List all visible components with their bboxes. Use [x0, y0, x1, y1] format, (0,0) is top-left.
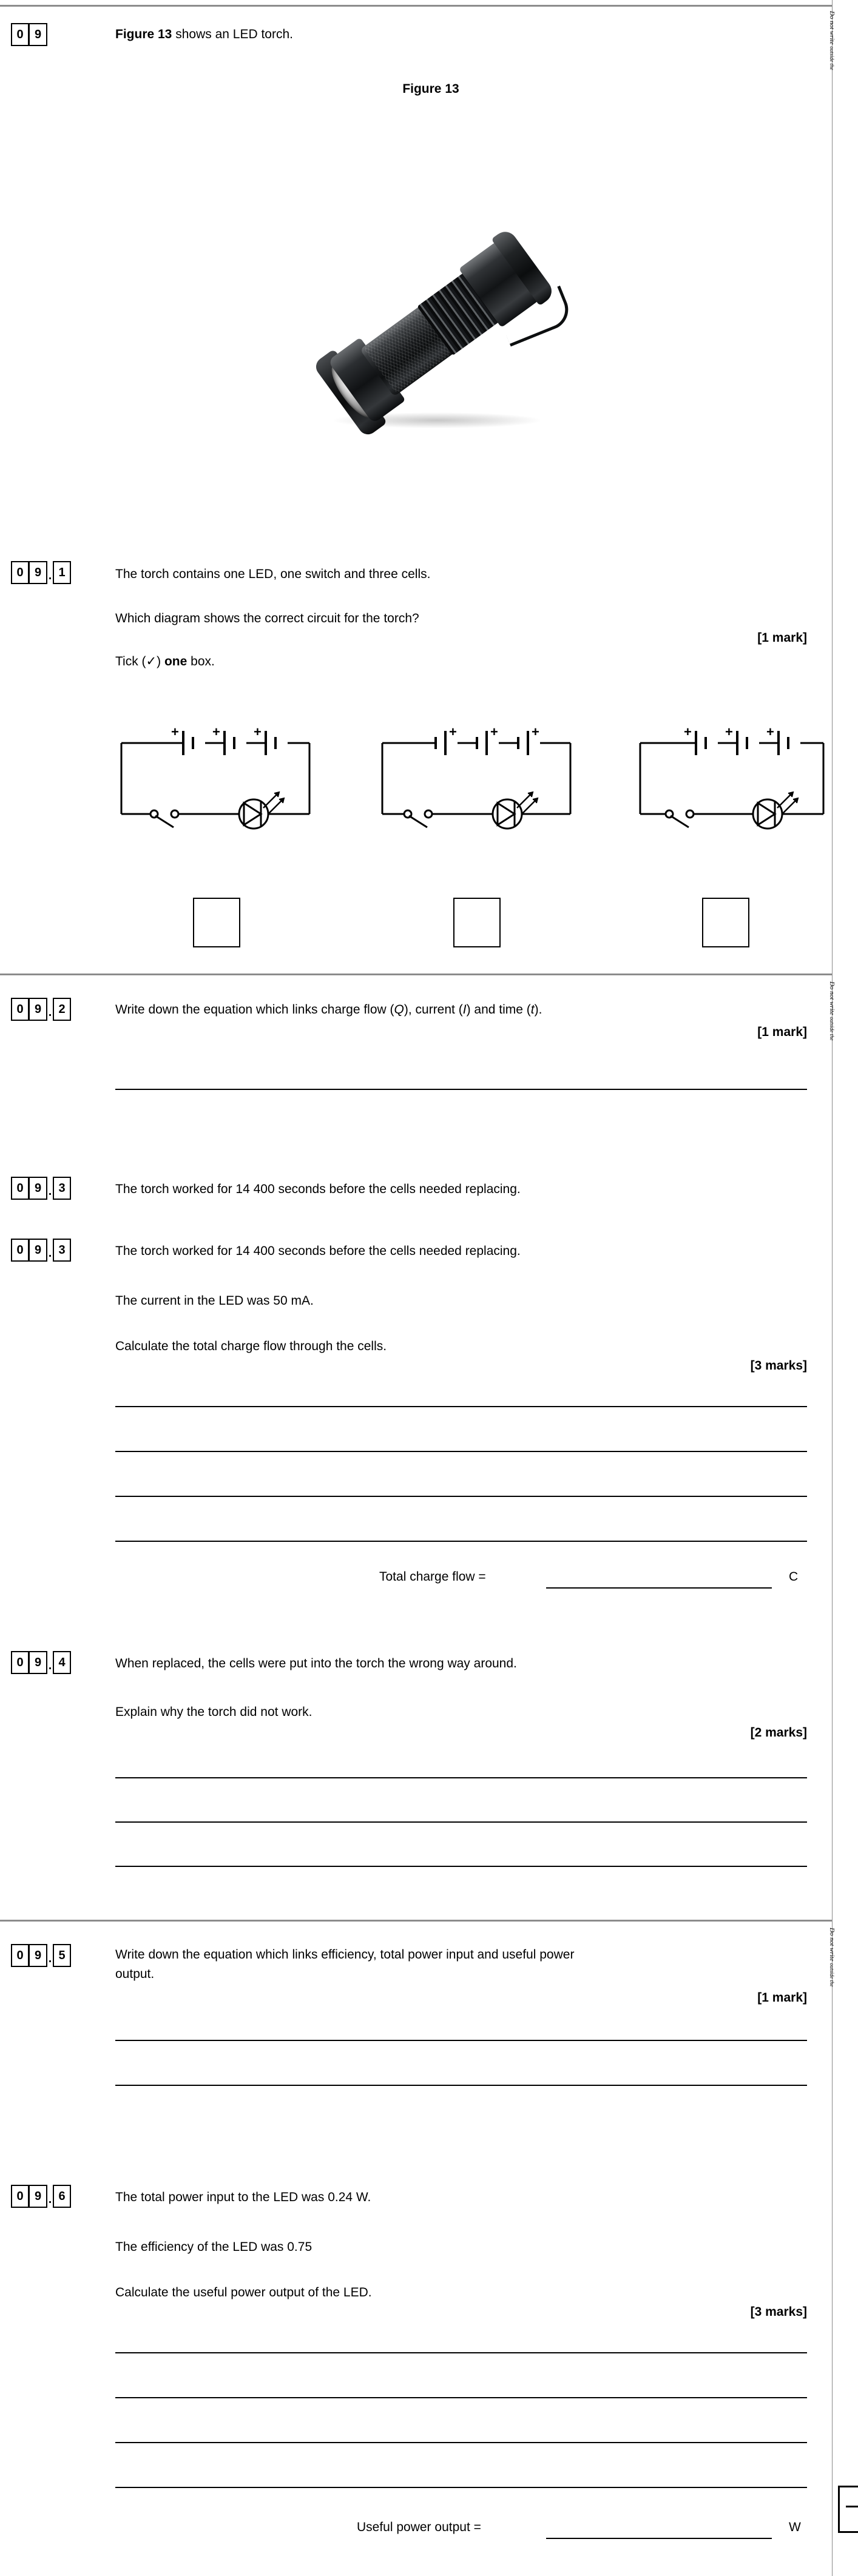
- question-number-dot: .: [48, 1006, 52, 1019]
- question-digit: 9: [29, 2185, 47, 2208]
- question-09-4-line-1: When replaced, the cells were put into the torch the wrong way around.: [115, 1656, 517, 1670]
- answer-value-rule[interactable]: [546, 2538, 772, 2539]
- answer-line[interactable]: [115, 1089, 807, 1090]
- answer-line[interactable]: [115, 1406, 807, 1407]
- cell-plus-label: +: [766, 724, 774, 739]
- cell-plus-label: +: [171, 724, 179, 739]
- tick-instruction-post: box.: [187, 654, 215, 668]
- question-09-3-line-2: The current in the LED was 50 mA.: [115, 1294, 314, 1308]
- cell-plus-label: +: [254, 724, 262, 739]
- answer-line[interactable]: [115, 1777, 807, 1778]
- question-digit: 9: [29, 23, 47, 46]
- question-number-09-5: [11, 1944, 71, 1967]
- question-number-dot: .: [48, 2193, 52, 2206]
- question-number-09-2: [11, 998, 71, 1021]
- margin-divider: [832, 0, 833, 2576]
- question-number-dot: .: [48, 1185, 52, 1198]
- answer-line[interactable]: [115, 2487, 807, 2488]
- question-09-1-line-2: Which diagram shows the correct circuit for the torch?: [115, 611, 419, 625]
- cell-plus-label: +: [490, 724, 498, 739]
- page-break-rule: [0, 974, 832, 975]
- led-symbol: [239, 792, 284, 829]
- q092-part-d: ).: [534, 1003, 542, 1017]
- margin-note-do-not-write: [826, 11, 836, 108]
- question-09-5-line-2: output.: [115, 1967, 155, 1981]
- answer-label-useful-power-output: Useful power output =: [357, 2520, 481, 2534]
- symbol-Q: Q: [394, 1003, 404, 1017]
- question-number-09-1: [11, 561, 71, 584]
- led-symbol: [753, 792, 798, 829]
- answer-line[interactable]: [115, 1866, 807, 1867]
- margin-note-line: outside the: [829, 1963, 835, 1987]
- question-09-3-line-3: Calculate the total charge flow through the cells.: [115, 1339, 387, 1353]
- tick-instruction-mid: ): [157, 654, 164, 668]
- question-subdigit: 3: [53, 1177, 71, 1200]
- margin-note-line: outside the: [829, 1017, 835, 1041]
- marks-total-box: [838, 2486, 858, 2533]
- answer-value-rule[interactable]: [546, 1587, 772, 1589]
- question-subdigit: 3: [53, 1239, 71, 1262]
- question-digit: 9: [29, 1651, 47, 1674]
- q092-part-c: ) and time (: [466, 1003, 531, 1017]
- question-digit: 9: [29, 998, 47, 1021]
- question-subdigit: 2: [53, 998, 71, 1021]
- question-09-4-line-2: Explain why the torch did not work.: [115, 1705, 312, 1719]
- led-torch-photo: [231, 152, 655, 491]
- question-digit: 0: [11, 23, 29, 46]
- question-digit: 0: [11, 1239, 29, 1262]
- question-number-09-6: [11, 2185, 71, 2208]
- question-digit: 9: [29, 561, 47, 584]
- tick-box-option-c[interactable]: [702, 898, 749, 947]
- question-digit: 0: [11, 1651, 29, 1674]
- question-digit: 0: [11, 1177, 29, 1200]
- question-09-stem: [115, 25, 807, 44]
- switch-symbol: [150, 810, 178, 827]
- question-number-09-3: [11, 1239, 71, 1262]
- answer-unit-coulombs: C: [789, 1570, 799, 1584]
- figure-reference: Figure 13: [115, 27, 172, 41]
- question-digit: 0: [11, 561, 29, 584]
- question-09-3-first-line: The torch worked for 14 400 seconds before the cells needed replacing.: [115, 1182, 521, 1196]
- margin-note-line: Do not write: [828, 981, 836, 1015]
- question-digit: 9: [29, 1944, 47, 1967]
- question-digit: 0: [11, 1944, 29, 1967]
- question-09-3-line-1: The torch worked for 14 400 seconds before the cells needed replacing.: [115, 1244, 521, 1258]
- answer-label-total-charge-flow: Total charge flow =: [379, 1570, 486, 1584]
- answer-line[interactable]: [115, 2352, 807, 2353]
- answer-line[interactable]: [115, 2085, 807, 2086]
- answer-line[interactable]: [115, 2397, 807, 2398]
- symbol-I: I: [462, 1003, 467, 1017]
- marks-total-dash: [846, 2506, 858, 2507]
- question-number-09-3-first: [11, 1177, 71, 1200]
- marks-09-2: [1 mark]: [757, 1025, 807, 1039]
- question-subdigit: 6: [53, 2185, 71, 2208]
- question-digit: 9: [29, 1239, 47, 1262]
- marks-09-4: [2 marks]: [750, 1726, 807, 1740]
- tick-instruction-pre: Tick (: [115, 654, 146, 668]
- answer-line[interactable]: [115, 2040, 807, 2041]
- switch-symbol: [666, 810, 694, 827]
- cell-plus-label: +: [449, 724, 457, 739]
- question-digit: 9: [29, 1177, 47, 1200]
- figure-13-caption: Figure 13: [402, 82, 459, 96]
- marks-09-1: [1 mark]: [757, 631, 807, 645]
- cell-plus-label: +: [532, 724, 539, 739]
- question-subdigit: 1: [53, 561, 71, 584]
- question-number-dot: .: [48, 1246, 52, 1260]
- q092-part-b: ), current (: [404, 1003, 463, 1017]
- switch-symbol: [404, 810, 432, 827]
- led-symbol: [493, 792, 538, 829]
- question-digit: 0: [11, 2185, 29, 2208]
- question-subdigit: 4: [53, 1651, 71, 1674]
- question-09-1-line-1: The torch contains one LED, one switch and three cells.: [115, 567, 431, 581]
- margin-note-line: Do not write: [828, 11, 836, 45]
- marks-09-6: [3 marks]: [750, 2305, 807, 2319]
- cell-plus-label: +: [684, 724, 692, 739]
- answer-line[interactable]: [115, 2442, 807, 2443]
- question-09-5-line-1: Write down the equation which links efficiency, total power input and useful power: [115, 1948, 575, 1962]
- question-number-dot: .: [48, 1659, 52, 1672]
- tick-instruction-emphasis: one: [164, 654, 187, 668]
- question-09-6-line-2: The efficiency of the LED was 0.75: [115, 2240, 312, 2254]
- question-09-2-text: [115, 1001, 813, 1019]
- answer-line[interactable]: [115, 1541, 807, 1542]
- question-09-6-line-3: Calculate the useful power output of the LED.: [115, 2285, 372, 2299]
- cell-plus-label: +: [212, 724, 220, 739]
- question-number-dot: .: [48, 1952, 52, 1965]
- circuit-option-a[interactable]: [115, 722, 316, 831]
- cell-plus-label: +: [725, 724, 733, 739]
- question-number-dot: .: [48, 569, 52, 582]
- page-break-rule: [0, 1920, 832, 1922]
- answer-line[interactable]: [115, 1451, 807, 1452]
- answer-line[interactable]: [115, 1496, 807, 1497]
- q092-part-a: Write down the equation which links charge flow (: [115, 1003, 394, 1017]
- margin-note-do-not-write: [826, 981, 836, 1078]
- page-break-rule: [0, 5, 832, 7]
- margin-note-do-not-write: [826, 1928, 836, 2025]
- tick-box-option-a[interactable]: [193, 898, 240, 947]
- marks-09-5: [1 mark]: [757, 1991, 807, 2005]
- tick-mark-glyph: ✓: [146, 654, 157, 668]
- marks-09-3: [3 marks]: [750, 1359, 807, 1373]
- question-09-1-tick-instruction: [115, 653, 807, 671]
- answer-unit-watts: W: [789, 2520, 801, 2534]
- tick-box-option-b[interactable]: [453, 898, 501, 947]
- torch-shadow: [334, 412, 540, 428]
- margin-note-line: Do not write: [828, 1928, 836, 1962]
- question-09-6-line-1: The total power input to the LED was 0.24 W.: [115, 2190, 371, 2204]
- circuit-option-b[interactable]: [376, 722, 576, 831]
- question-subdigit: 5: [53, 1944, 71, 1967]
- margin-note-line: outside the: [829, 46, 835, 70]
- question-number-09: [11, 23, 47, 46]
- torch-illustration: [266, 146, 626, 491]
- circuit-option-c[interactable]: [634, 722, 834, 831]
- question-digit: 0: [11, 998, 29, 1021]
- question-number-09-4: [11, 1651, 71, 1674]
- stem-text: shows an LED torch.: [172, 27, 293, 41]
- symbol-t: t: [530, 1003, 535, 1017]
- answer-line[interactable]: [115, 1821, 807, 1823]
